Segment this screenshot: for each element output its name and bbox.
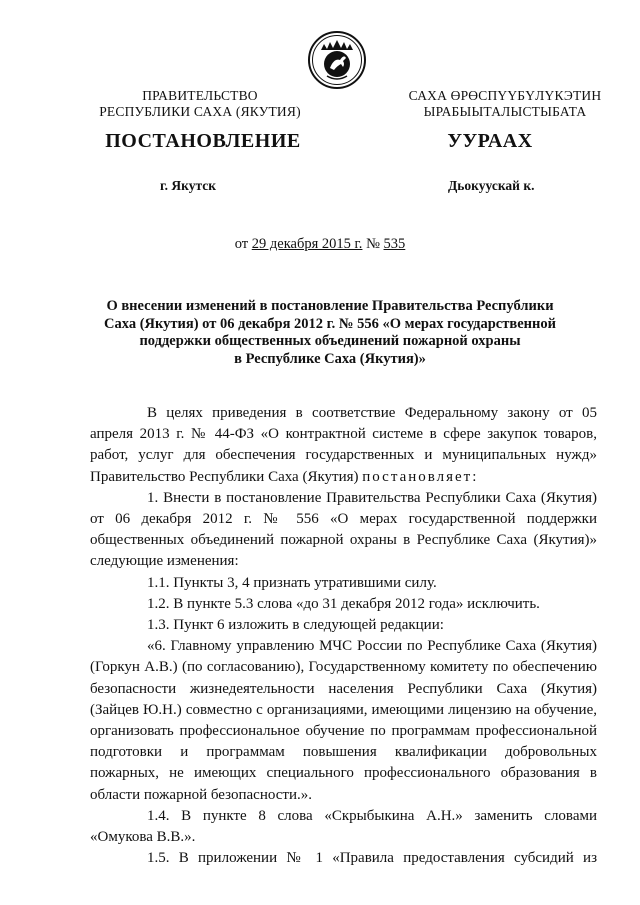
decree-label-yakut: УУРААХ bbox=[447, 130, 533, 152]
body-paragraph: 1.2. В пункте 5.3 слова «до 31 декабря 2012 года» исключить. bbox=[147, 595, 540, 612]
title-line: в Республике Саха (Якутия)» bbox=[234, 350, 426, 367]
city-russian: г. Якутск bbox=[160, 178, 217, 193]
decree-title bbox=[80, 298, 580, 368]
republic-emblem-icon bbox=[307, 30, 367, 90]
date-prefix: от bbox=[234, 236, 249, 252]
preamble-text: В целях приведения в соответствие Федеральному закону от 05 апреля 2013 г. № 44-ФЗ «О контрактной системе в сфере закупок товаров, работ, услуг для обеспечения государственных и муниципальных нужд» Правительство Республики Саха (Якутия) bbox=[90, 405, 597, 485]
org-left-line1: ПРАВИТЕЛЬСТВО bbox=[142, 88, 258, 103]
body-paragraph: 1.4. В пункте 8 слова «Скрыбыкина А.Н.» заменить словами «Омукова В.В.». bbox=[90, 807, 597, 846]
decree-date-line bbox=[0, 236, 640, 253]
org-right-line1: САХА ӨРӨСПҮҮБҮЛҮКЭТИН bbox=[408, 88, 602, 103]
city-yakut: Дьокуускай к. bbox=[448, 178, 535, 193]
org-left-line2: РЕСПУБЛИКИ САХА (ЯКУТИЯ) bbox=[99, 104, 301, 119]
decree-number: 535 bbox=[383, 236, 406, 252]
body-paragraph: 1. Внести в постановление Правительства Республики Саха (Якутия) от 06 декабря 2012 г. № 556 «О мерах государственной поддержки общественных объединений пожарной охраны в Республике Саха (Якутия)» следующие изменения: bbox=[90, 489, 597, 570]
title-line: Саха (Якутия) от 06 декабря 2012 г. № 556 «О мерах государственной bbox=[104, 315, 556, 332]
body-paragraph bbox=[90, 403, 597, 488]
number-sign: № bbox=[366, 236, 380, 252]
title-line: О внесении изменений в постановление Правительства Республики bbox=[106, 298, 554, 314]
body-paragraph: 1.5. В приложении № 1 «Правила предоставления субсидий из bbox=[147, 850, 597, 867]
decree-label-russian: ПОСТАНОВЛЕНИЕ bbox=[105, 130, 301, 152]
body-paragraph: «6. Главному управлению МЧС России по Республике Саха (Якутия) (Горкун А.В.) (по согласованию), Государственному комитету по обеспечению безопасности жизнедеятельности населения Республики Саха (Якутия) (Зайцев Ю.Н.) совместно с организациями, имеющими лицензию на обучение, организовать профессиональное обучение по программам профессиональной подготовки и программам повышения квалификации добровольных пожарных, не имеющих специального профессионального образования в области пожарной безопасности.». bbox=[90, 638, 597, 803]
organization-name-yakut bbox=[395, 88, 615, 120]
title-line: поддержки общественных объединений пожарной охраны bbox=[139, 333, 521, 349]
body-paragraph: 1.3. Пункт 6 изложить в следующей редакции: bbox=[147, 617, 444, 634]
preamble-verb: постановляет: bbox=[362, 468, 479, 485]
body-paragraph: 1.1. Пункты 3, 4 признать утратившими силу. bbox=[147, 574, 437, 591]
org-right-line2: ЫРАБЫЫТАЛЫСТЫБАТА bbox=[423, 104, 587, 119]
decree-body bbox=[90, 403, 597, 869]
decree-date: 29 декабря 2015 г. bbox=[251, 236, 363, 252]
organization-name-russian bbox=[95, 88, 305, 120]
